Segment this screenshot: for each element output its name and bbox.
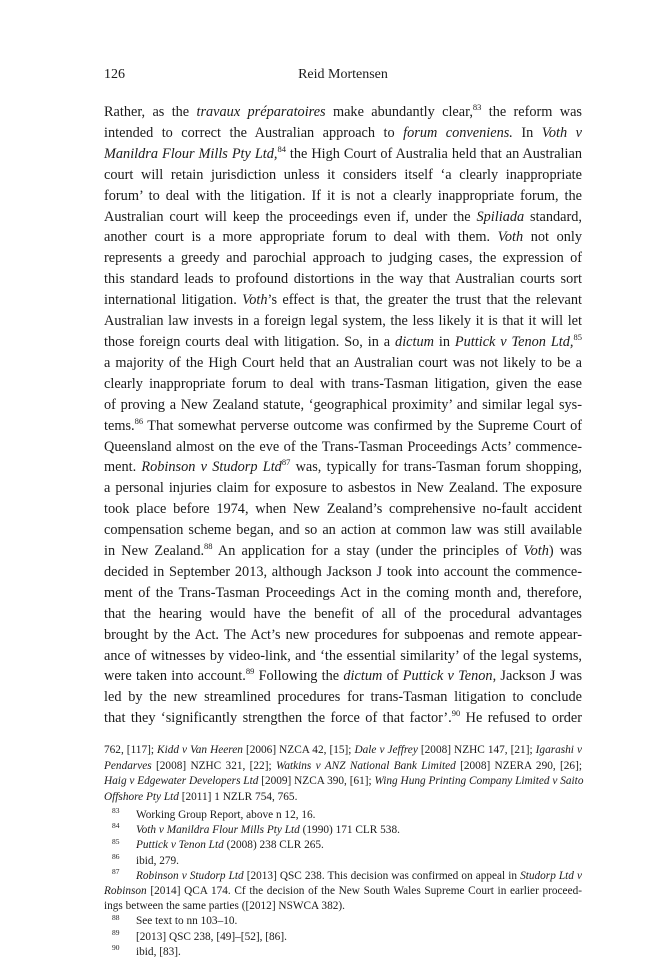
footnote-86: 86 ibid, 279. bbox=[112, 851, 179, 867]
carryover-line: Offshore Pty Ltd [2011] 1 NZLR 754, 765. bbox=[104, 790, 298, 803]
body-line: took place before 1974, when New Zealand’s comprehensive no-fault accident bbox=[104, 501, 582, 518]
footnote-ref: 84 bbox=[277, 144, 286, 155]
body-line: in New Zealand.$^{88}$ An application for a stay (under the principles of Voth) was bbox=[104, 541, 582, 560]
body-line: Rather, as the travaux préparatoires make abundantly clear,$^{83}$ the reform was bbox=[104, 102, 582, 120]
carryover-line: 762, [117]; Kidd v Van Heeren [2006] NZCA 42, [15]; Dale v Jeffrey [2008] NZHC 147, [21]; Igarashi v bbox=[104, 744, 582, 756]
footnote-83: 83 Working Group Report, above n 12, 16. bbox=[112, 806, 316, 821]
body-line: that they ‘significantly strengthen the force of that factor’.$^{90}$ He refused to order bbox=[104, 708, 582, 727]
body-line: ment. Robinson v Studorp Ltd$^{87}$ was, typically for trans-Tasman forum shopping, bbox=[104, 457, 582, 476]
body-line: international litigation. Voth’s effect is that, the greater the trust that the relevant bbox=[104, 292, 582, 309]
body-line: were taken into account.$^{89}$ Following the dictum of Puttick v Tenon, Jackson J was bbox=[104, 666, 583, 685]
body-line: Australian law invests in a foreign legal system, the less likely it is that it will let bbox=[104, 313, 582, 330]
body-line: a personal injuries claim for exposure to asbestos in New Zealand. The exposure bbox=[104, 480, 582, 497]
body-line: compensation scheme began, and so an action at common law was still available bbox=[104, 522, 582, 539]
page-header bbox=[104, 67, 582, 87]
body-line: tems.$^{86}$ That somewhat perverse outcome was confirmed by the Supreme Court of bbox=[104, 415, 582, 434]
footnote-ref: 88 bbox=[204, 541, 213, 552]
body-line: Manildra Flour Mills Pty Ltd,$^{84}$ the High Court of Australia held that an Australian bbox=[104, 144, 582, 162]
body-line: ance of witnesses by video-link, and ‘the essential similarity’ of the legal systems, bbox=[104, 647, 582, 664]
body-line: decided in September 2013, although Jackson J took into account the commence- bbox=[104, 563, 582, 580]
footnote-88: 88 See text to nn 103–10. bbox=[112, 912, 238, 928]
footnote-89: 89 [2013] QSC 238, [49]–[52], [86]. bbox=[112, 927, 287, 943]
body-line: this standard leads to profound distortions in the way that Australian courts sort bbox=[104, 271, 582, 288]
body-line: ment of the Trans-Tasman Proceedings Act in the coming month and, therefore, bbox=[104, 584, 582, 601]
body-line: Queensland almost on the eve of the Trans-Tasman Proceedings Acts’ commence- bbox=[104, 438, 582, 455]
running-head: Reid Mortensen bbox=[298, 67, 388, 82]
carryover-footnote bbox=[104, 743, 582, 805]
body-line: another court is a more appropriate forum to deal with them. Voth not only bbox=[104, 229, 582, 246]
footnote-ref: 90 bbox=[451, 708, 461, 719]
footnote-ref: 86 bbox=[134, 415, 144, 426]
carryover-line: Pendarves [2008] NZHC 321, [22]; Watkins v ANZ National Bank Limited [2008] NZERA 290, [26]; bbox=[104, 759, 582, 772]
body-line: brought by the Act. The Act’s new procedures for subpoenas and remote appear- bbox=[104, 626, 582, 643]
page-number: 126 bbox=[104, 67, 125, 82]
footnote-84: 84 Voth v Manildra Flour Mills Pty Ltd (1990) 171 CLR 538. bbox=[112, 821, 400, 837]
body-line: led by the new streamlined procedures for trans-Tasman litigation to conclude bbox=[104, 689, 582, 706]
footnote-ref: 87 bbox=[281, 457, 291, 468]
body-line: Australian court will keep the proceedings even if, under the Spiliada standard, bbox=[104, 208, 583, 225]
body-text bbox=[104, 102, 582, 729]
footnote-90: 90 ibid, [83]. bbox=[112, 943, 181, 958]
body-line: intended to correct the Australian approach to forum conveniens. In Voth v bbox=[104, 124, 582, 141]
body-line: forum’ to deal with the litigation. If it is not a clearly inappropriate forum, the bbox=[104, 187, 582, 204]
body-line: a majority of the High Court held that an Australian court was not likely to be a bbox=[104, 354, 582, 371]
footnote-ref: 85 bbox=[573, 332, 582, 343]
footnote-ref: 89 bbox=[245, 666, 255, 677]
footnotes bbox=[104, 808, 582, 960]
carryover-line: Haig v Edgewater Developers Ltd [2009] NZCA 390, [61]; Wing Hung Printing Company Limited v Saito bbox=[104, 775, 584, 788]
footnote-87: 87 Robinson v Studorp Ltd [2013] QSC 238. This decision was confirmed on appeal in Studorp Ltd v Robinson [2014] QCA 174. Cf the decision of the New South Wales Supreme Court in earlier proceed- ings between the same parties ([2012] NSWCA 382). bbox=[104, 867, 583, 913]
body-line: those foreign courts deal with litigation. So, in a dictum in Puttick v Tenon Ltd,$^{85}$ bbox=[104, 332, 582, 350]
footnote-85: 85 Puttick v Tenon Ltd (2008) 238 CLR 265. bbox=[112, 836, 324, 852]
body-line: represents a greedy and parochial approach to judging cases, the expression of bbox=[104, 250, 582, 267]
body-line: clearly inappropriate forum to deal with trans-Tasman litigation, given the ease bbox=[104, 375, 582, 392]
footnote-ref: 83 bbox=[472, 102, 482, 113]
body-line: court will retain jurisdiction unless it considers itself ‘a clearly inappropriate bbox=[104, 166, 582, 183]
body-line: that the hearing would have the benefit of all of the procedural advantages bbox=[104, 605, 582, 622]
body-line: of proving a New Zealand statute, ‘geographical proximity’ and similar legal sys- bbox=[104, 396, 582, 413]
